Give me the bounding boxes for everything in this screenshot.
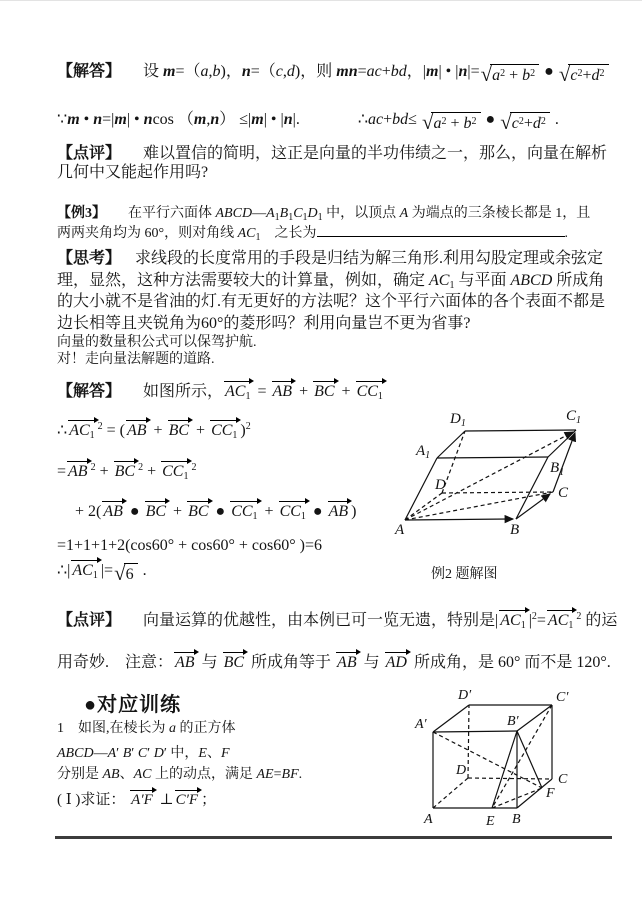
solution2-formula4: + 2( AB ● BC + BC ● CC1 + CC1 ● AB ) (57, 503, 356, 520)
cube-label-c: C (558, 772, 568, 787)
thinking-label: 【思考】 (57, 250, 122, 267)
exercise1-line1 (57, 717, 236, 737)
solution2-line1 (57, 378, 386, 401)
exercise1-line2 (57, 742, 230, 762)
comment1-label: 【点评】 (57, 145, 122, 162)
figure2-cube (412, 682, 607, 832)
thinking-text: 求线段的长度常用的手段是归结为解三角形.利用勾股定理或余弦定理，显然，这种方法需要较大的计算量，例如，确定 AC1 与平面 ABCD 所成角的大小就不是省油的灯.有无更好的方法呢？这个平行六面体的各个表面不都是边长相等且夹锐角为60°的菱形吗？利用向量岂不更为省事? (57, 250, 606, 332)
vertex-label-c1: $C_1$ (566, 408, 582, 426)
solution2-formula2: ∴ AC1 $^2$ = ( AB + BC + CC1 )$^2$ (57, 422, 251, 439)
footer-divider (55, 836, 612, 839)
figure1-parallelepiped (392, 402, 610, 542)
example3-text1: 在平行六面体 $ABCD—A_1B_1C_1D_1$ 中，以顶点 A 为端点的三条棱长都是 1，且 (128, 206, 591, 223)
vertex-label-b: B (510, 522, 520, 538)
exercise1-line3 (57, 763, 302, 783)
cube-label-d-prime: D′ (458, 688, 472, 703)
page-top-border (0, 0, 642, 1)
exercise1-text2: ABCD—A′ B′ C′ D′ 中，E、F (57, 746, 230, 761)
comment1-text: 难以置信的简明，这正是向量的半功伟绩之一，那么，向量在解析几何中又能起作用吗? (57, 145, 608, 181)
thinking-line3 (57, 348, 215, 368)
comment2-text: 向量运算的优越性，由本例已可一览无遗，特别是| AC1 $|^2= AC1$ $^2$ 的运用奇妙. 注意： AB 与 BC 所成角等于 AB 与 AD 所成角，是 60° 而不是 120°. (57, 612, 617, 671)
vertex-label-c: C (558, 485, 569, 501)
cube-label-f: F (546, 786, 555, 801)
cube-label-a-prime: A′ (415, 717, 427, 732)
exercise1-text4: ( Ⅰ )求证： A′F ⊥ C′F ； (57, 792, 216, 808)
cube-label-e: E (486, 814, 495, 829)
solution2-line4 (57, 500, 356, 521)
solution2-line6 (57, 559, 147, 584)
vertex-label-a1: $A_1$ (416, 443, 431, 461)
solution2-formula3: = AB $^2$ + BC $^2$ + CC1 $^2$ (57, 463, 196, 480)
comment2-paragraph (57, 600, 619, 684)
cube-label-b: B (512, 812, 521, 827)
solution2-line2 (57, 419, 251, 440)
training-section-header: ●对应训练 (84, 694, 182, 716)
thinking-paragraph (57, 248, 615, 334)
vertex-label-a: A (395, 522, 405, 538)
thinking-line2-text: 向量的数量积公式可以保驾护航. (57, 335, 257, 350)
example3-text2: 两两夹角均为 60°，则对角线 $AC_1$ 之长为 . (57, 226, 568, 241)
cube-diagram (412, 682, 607, 832)
cube-label-c-prime: C′ (556, 690, 569, 705)
solution2-formula1: 如图所示， AC1 = AB + BC + CC1 (143, 383, 386, 400)
vertex-label-d: D (435, 477, 446, 493)
example3-line2 (57, 221, 568, 242)
solution1-label: 【解答】 (57, 63, 122, 80)
exercise1-text1: 1 如图,在棱长为 a 的正方体 (57, 721, 236, 736)
solution2-line3 (57, 460, 196, 481)
example3-line1 (57, 202, 590, 222)
solution1-formula2: ∵m • n=|m| • ncos （m,n） ≤|m| • |n|. ∴ac+bd≤ √ $a^2 + b^2$ ● √ $c^2+d^2$ . (57, 110, 559, 134)
solution2-formula5: =1+1+1+2(cos60° + cos60° + cos60° )=6 (57, 537, 322, 554)
thinking-line3-text: 对！走向量法解题的道路. (57, 352, 215, 367)
exercise1-line4 (57, 788, 216, 809)
solution2-label: 【解答】 (57, 383, 122, 400)
figure1-caption: 例2 题解图 (431, 567, 498, 582)
comment2-label: 【点评】 (57, 612, 122, 629)
cube-label-b-prime: B′ (507, 714, 519, 729)
vertex-label-b1: $B_1$ (550, 460, 565, 478)
solution1-line1 (57, 58, 610, 85)
parallelepiped-diagram (392, 402, 610, 542)
solution1-formula1: 设 m=（a,b)，n=（c,d)，则 mn=ac+bd，|m| • |n|= √ $a^2 + b^2$ ● √ $c^2+d^2$ (143, 63, 609, 80)
comment1-paragraph (57, 144, 615, 182)
example3-label: 【例3】 (57, 206, 106, 221)
cube-label-a: A (424, 812, 433, 827)
solution2-formula6: ∴| AC1 |= √ 6 . (57, 562, 147, 579)
vertex-label-d1: $D_1$ (450, 411, 466, 429)
solution2-line5 (57, 537, 322, 555)
cube-label-d: D (456, 763, 467, 778)
exercise1-text3: 分别是 AB、AC 上的动点，满足 AE=BF. (57, 767, 303, 782)
solution1-line2 (57, 106, 559, 133)
